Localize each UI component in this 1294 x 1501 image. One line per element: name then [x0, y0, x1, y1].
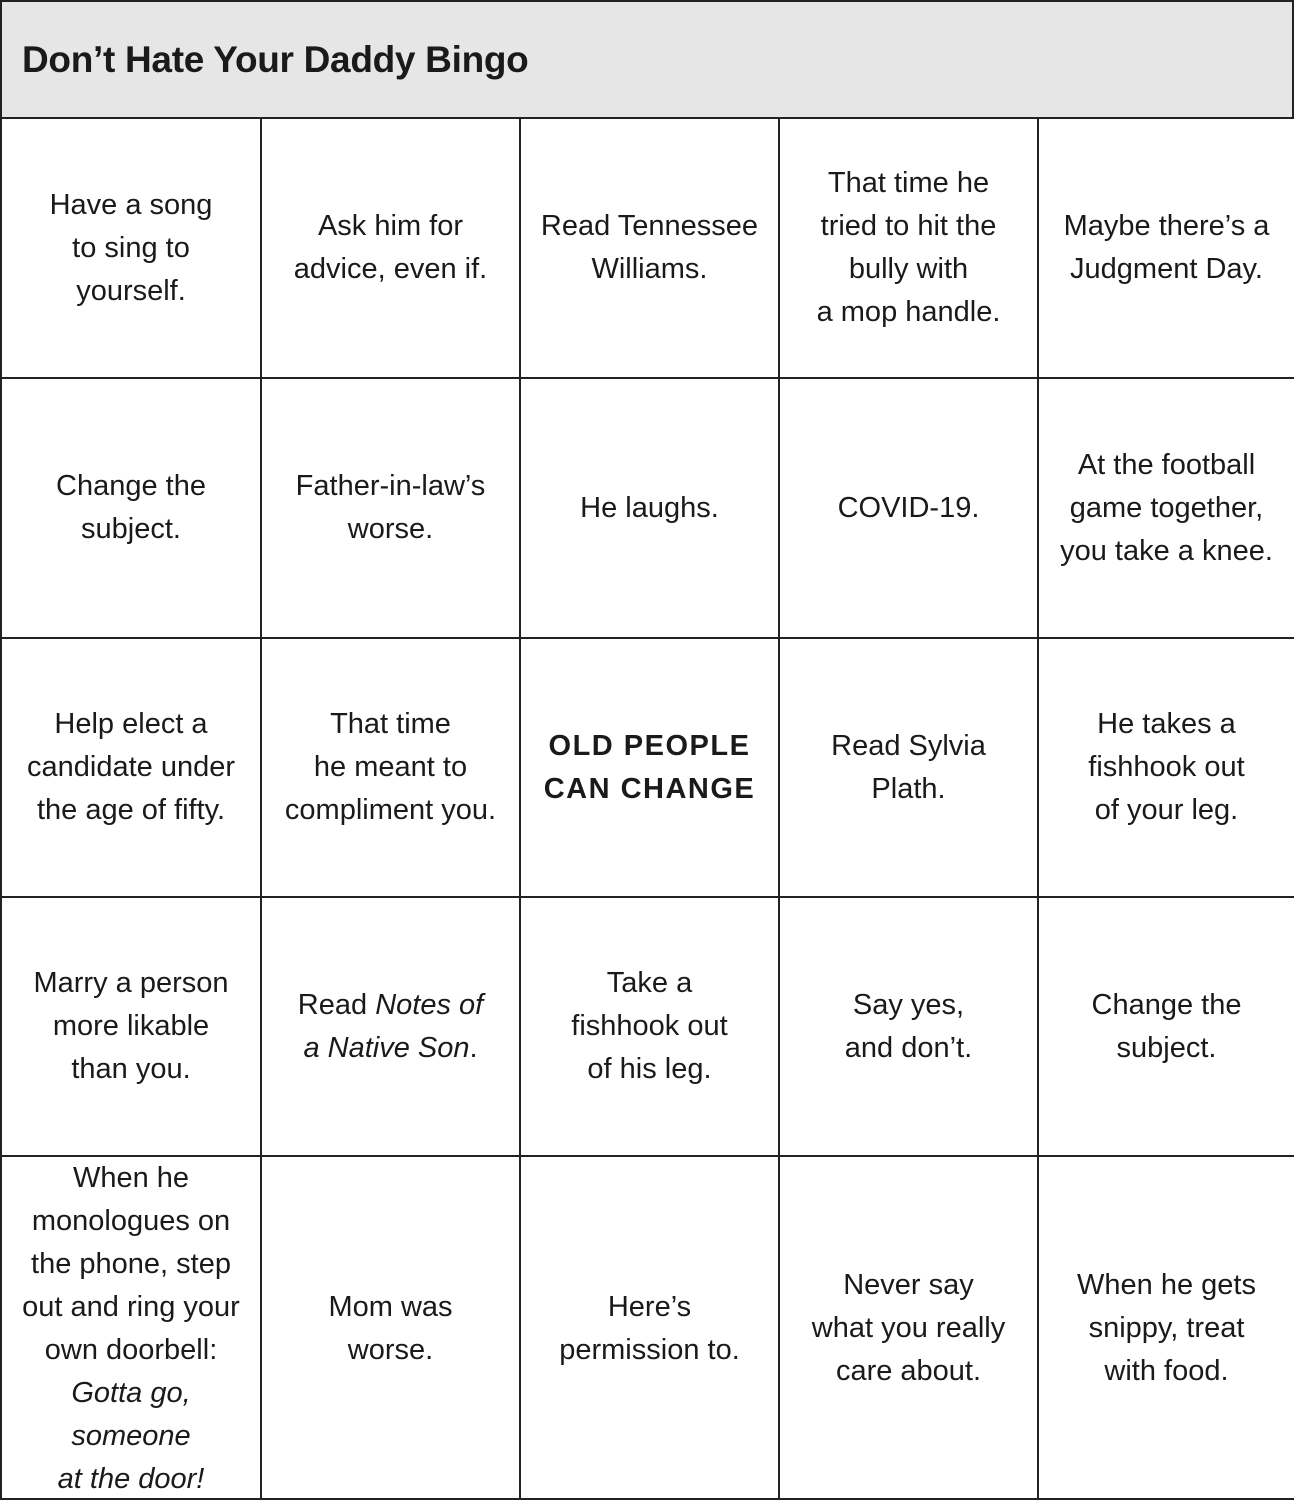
cell-text: Father-in-law’s worse.: [295, 470, 486, 545]
cell-text: Read Tennessee Williams.: [540, 210, 759, 285]
cell-text: Here’s permission to.: [559, 1290, 740, 1366]
cell-text-main: When he monologues on the phone, step out and ring your own doorbell:: [22, 1161, 240, 1366]
bingo-cell: [1039, 896, 1294, 1155]
bingo-cell: [780, 117, 1039, 377]
bingo-cell: [262, 117, 521, 377]
cell-text: Never say what you really care about.: [811, 1269, 1006, 1387]
cell-text: At the football game together, you take a knee.: [1060, 448, 1273, 567]
bingo-cell: [2, 1155, 262, 1500]
bingo-cell: [521, 896, 780, 1155]
bingo-cell: [1039, 117, 1294, 377]
bingo-cell: [2, 377, 262, 637]
cell-text: Say yes, and don’t.: [844, 988, 973, 1064]
bingo-cell: [521, 117, 780, 377]
bingo-cell: [262, 896, 521, 1155]
cell-text: Mom was worse.: [328, 1290, 453, 1366]
bingo-cell: [780, 637, 1039, 896]
cell-text-italic: Gotta go, someone at the door!: [57, 1376, 205, 1495]
free-space-text: OLD PEOPLE CAN CHANGE: [543, 729, 756, 805]
bingo-cell: [780, 896, 1039, 1155]
cell-text: Help elect a candidate under the age of fifty.: [27, 708, 235, 826]
cell-text: Maybe there’s a Judgment Day.: [1063, 210, 1270, 285]
cell-text: He takes a fishhook out of your leg.: [1088, 708, 1245, 826]
cell-text: COVID-19.: [837, 491, 980, 524]
cell-text-suffix: .: [469, 1031, 478, 1064]
bingo-cell: [262, 1155, 521, 1500]
cell-text: When he gets snippy, treat with food.: [1077, 1269, 1256, 1387]
card-title: Don’t Hate Your Daddy Bingo: [22, 38, 529, 80]
cell-text: Marry a person more likable than you.: [33, 967, 229, 1085]
free-space-cell: [521, 637, 780, 896]
bingo-cell: [1039, 1155, 1294, 1500]
bingo-cell: [1039, 377, 1294, 637]
bingo-grid: [0, 117, 1294, 1500]
bingo-cell: [521, 377, 780, 637]
bingo-cell: [780, 1155, 1039, 1500]
bingo-cell: [262, 377, 521, 637]
cell-text: Take a fishhook out of his leg.: [571, 967, 728, 1085]
bingo-cell: [2, 117, 262, 377]
cell-text: He laughs.: [580, 491, 719, 524]
cell-text: Read Sylvia Plath.: [831, 729, 986, 805]
cell-text: [298, 984, 483, 1070]
cell-text: Have a song to sing to yourself.: [49, 188, 213, 307]
cell-text-prefix: Read: [297, 988, 376, 1021]
bingo-cell: [1039, 637, 1294, 896]
bingo-cell: [521, 1155, 780, 1500]
cell-text: Change the subject.: [56, 470, 206, 545]
header-bar: [0, 0, 1294, 119]
bingo-cell: [2, 896, 262, 1155]
book-title: Notes of a Native Son: [303, 988, 484, 1064]
cell-text: [12, 1157, 250, 1501]
cell-text: That time he meant to compliment you.: [284, 708, 497, 826]
cell-text: Change the subject.: [1091, 988, 1242, 1064]
bingo-cell: [2, 637, 262, 896]
bingo-cell: [780, 377, 1039, 637]
bingo-cell: [262, 637, 521, 896]
cell-text: Ask him for advice, even if.: [293, 210, 488, 285]
cell-text: That time he tried to hit the bully with a mop handle.: [816, 167, 1001, 328]
